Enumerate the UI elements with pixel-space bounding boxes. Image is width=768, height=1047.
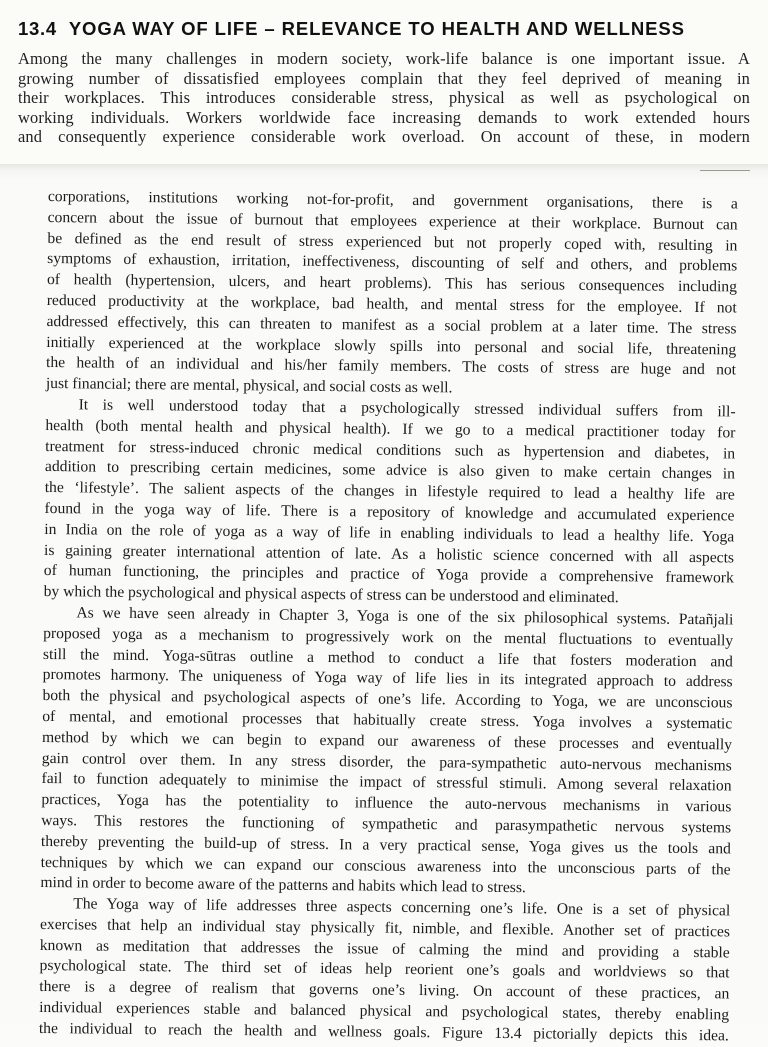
text-line: It is well understood today that a psychologically stressed individual suffers from ill- (78, 396, 736, 421)
intro-paragraph (18, 49, 750, 147)
page-top-section (0, 0, 768, 165)
text-line: both the physical and psychological aspects of one’s life. According to Yoga, we are unconscious (42, 687, 733, 712)
section-number: 13.4 (18, 18, 57, 39)
text-line: by which the psychological and physical aspects of stress can be understood and eliminated. (43, 583, 619, 607)
text-line: of human functioning, the principles and practice of Yoga provide a comprehensive framework (43, 562, 734, 587)
text-line: growing number of dissatisfied employees complain that they feel deprived of meaning in (18, 68, 750, 88)
body-text (39, 187, 738, 1047)
text-line: mind in order to become aware of the patterns and habits which lead to stress. (40, 874, 526, 897)
text-line: health (both mental health and physical health). If we go to a medical practitioner today for (45, 416, 736, 442)
text-line: working individuals. Workers worldwide face increasing demands to work extended hours (18, 107, 750, 127)
text-line: in India on the role of yoga as a way of life in enabling individuals to lead a healthy life. Yoga (44, 520, 735, 546)
text-line: the ‘lifestyle’. The salient aspects of the changes in lifestyle required to lead a healthy life are (44, 479, 735, 504)
text-line: initially experienced at the workplace slowly spills into personal and social life, threatening (46, 333, 737, 359)
text-line: individual experiences stable and balanced physical and psychological states, thereby enabling (39, 999, 730, 1024)
text-line: is gaining greater international attention of late. As a holistic science concerned with all aspects (43, 541, 735, 566)
text-line: there is a degree of realism that governs one’s living. On account of these practices, an (39, 978, 730, 1003)
text-line: ways. This restores the functioning of sympathetic and parasympathetic nervous systems (41, 811, 732, 837)
text-line: just financial; there are mental, physical, and social costs as well. (45, 375, 453, 397)
text-line: of health (hypertension, ulcers, and heart problems). This has serious consequences including (46, 271, 738, 296)
text-line: corporations, institutions working not-for-profit, and government organisations, there is a (47, 187, 738, 213)
text-line: treatment for stress-induced chronic medical conditions such as hypertension and diabetes, in (45, 437, 736, 463)
text-line: addressed effectively, this can threaten to manifest as a social problem at a later time. The stress (46, 312, 737, 338)
text-line: The Yoga way of life addresses three aspects concerning one’s life. One is a set of physical (73, 895, 731, 920)
text-line: psychological state. The third set of ideas help reorient one’s goals and worldviews so that (39, 957, 730, 982)
text-line: concern about the issue of burnout that employees experience at their workplace. Burnout can (47, 208, 738, 234)
text-line: method by which we can begin to expand our awareness of these processes and eventually (41, 728, 733, 754)
fold-edge-line (700, 170, 750, 171)
text-line: the individual to reach the health and wellness goals. Figure 13.4 pictorially depicts this idea. (38, 1019, 729, 1045)
text-line: be defined as the end result of stress experienced but not properly coped with, resulting in (47, 229, 738, 255)
text-line: known as meditation that addresses the issue of calming the mind and providing a stable (39, 936, 730, 962)
text-line: reduced productivity at the workplace, bad health, and mental stress for the employee. If not (46, 291, 737, 317)
text-line: symptoms of exhaustion, irritation, ineffectiveness, discounting of self and others, and problems (47, 250, 738, 275)
text-line: thereby preventing the build-up of stress. In a very practical sense, Yoga gives us the tools and (40, 832, 731, 858)
text-line: their workplaces. This introduces considerable stress, physical as well as psychological on (18, 88, 750, 108)
text-line: and consequently experience considerable work overload. On account of these, in modern (18, 127, 750, 147)
section-heading (18, 18, 685, 40)
text-line: promotes harmony. The uniqueness of Yoga way of life lies in its integrated approach to address (42, 666, 733, 691)
text-line: of mental, and emotional processes that habitually create stress. Yoga involves a systematic (42, 707, 733, 733)
text-line: found in the yoga way of life. There is a repository of knowledge and accumulated experience (44, 499, 735, 525)
page-body-section (0, 178, 768, 1045)
text-line: As we have seen already in Chapter 3, Yoga is one of the six philosophical systems. Patañjali (76, 604, 734, 629)
text-line: fail to function adequately to minimise the impact of stressful stimuli. Among several relaxation (41, 770, 732, 795)
text-line: practices, Yoga has the potentiality to influence the auto-nervous mechanisms in various (41, 791, 732, 816)
text-line: exercises that help an individual stay physically fit, nimble, and flexible. Another set of practices (39, 915, 731, 941)
text-line: the health of an individual and his/her family members. The costs of stress are huge and not (46, 354, 737, 379)
text-line: still the mind. Yoga-sūtras outline a method to conduct a life that fosters moderation and (42, 645, 733, 670)
text-line: gain control over them. In any stress disorder, the para-sympathetic auto-nervous mechanisms (41, 749, 732, 774)
text-line: Among the many challenges in modern society, work-life balance is one important issue. A (18, 49, 750, 68)
text-line: techniques by which we can expand our conscious awareness into the unconscious parts of the (40, 853, 731, 878)
section-title: YOGA WAY OF LIFE – RELEVANCE TO HEALTH AND WELLNESS (68, 18, 685, 39)
text-line: proposed yoga as a mechanism to progressively work on the mental fluctuations to eventually (43, 624, 734, 650)
text-line: addition to prescribing certain medicines, some advice is also given to make certain changes in (44, 458, 736, 483)
